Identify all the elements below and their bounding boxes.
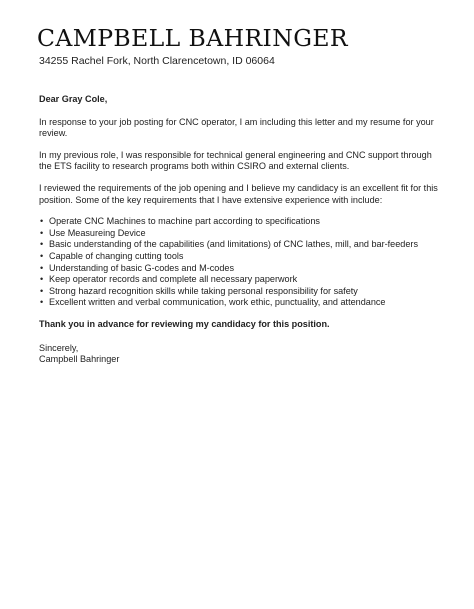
list-item — [39, 216, 444, 228]
list-item — [39, 274, 444, 286]
bullet-icon: • — [40, 216, 44, 227]
bullet-icon: • — [40, 297, 44, 308]
list-item-text: Keep operator records and complete all necessary paperwork — [49, 274, 298, 285]
list-item-text: Strong hazard recognition skills while taking personal responsibility for safety — [49, 285, 358, 296]
bullet-icon: • — [40, 274, 44, 285]
applicant-name: CAMPBELL BAHRINGER — [37, 24, 349, 52]
list-item — [39, 286, 444, 298]
paragraph-experience: In my previous role, I was responsible for technical general engineering and CNC support through the ETS facility to research programs both within CSIRO and external clients. — [39, 149, 432, 172]
closing-statement: Thank you in advance for reviewing my candidacy for this position. — [39, 318, 330, 329]
letter-body — [39, 94, 444, 366]
list-item-text: Basic understanding of the capabilities (and limitations) of CNC lathes, mill, and bar-feeders — [49, 239, 418, 250]
list-item — [39, 251, 444, 263]
list-item-text: Operate CNC Machines to machine part according to specifications — [49, 216, 320, 227]
bullet-icon: • — [40, 227, 44, 238]
list-item — [39, 297, 444, 309]
list-item — [39, 228, 444, 240]
list-item-text: Excellent written and verbal communication, work ethic, punctuality, and attendance — [49, 297, 386, 308]
paragraph-intro: In response to your job posting for CNC operator, I am including this letter and my resume for your review. — [39, 116, 434, 139]
bullet-icon: • — [40, 262, 44, 273]
list-item-text: Capable of changing cutting tools — [49, 250, 184, 261]
salutation: Dear Gray Cole, — [39, 94, 108, 104]
bullet-icon: • — [40, 239, 44, 250]
applicant-address: 34255 Rachel Fork, North Clarencetown, ID 06064 — [39, 55, 275, 67]
signature-name: Campbell Bahringer — [39, 354, 120, 365]
signoff: Sincerely, — [39, 342, 79, 353]
list-item — [39, 239, 444, 251]
paragraph-requirements: I reviewed the requirements of the job opening and I believe my candidacy is an excellent fit for this position. Some of the key requirements that I have extensive experience with include: — [39, 182, 438, 205]
bullet-icon: • — [40, 285, 44, 296]
list-item — [39, 263, 444, 275]
bullet-icon: • — [40, 250, 44, 261]
list-item-text: Understanding of basic G-codes and M-codes — [49, 262, 235, 273]
requirements-list — [39, 216, 444, 309]
list-item-text: Use Measureing Device — [49, 227, 146, 238]
